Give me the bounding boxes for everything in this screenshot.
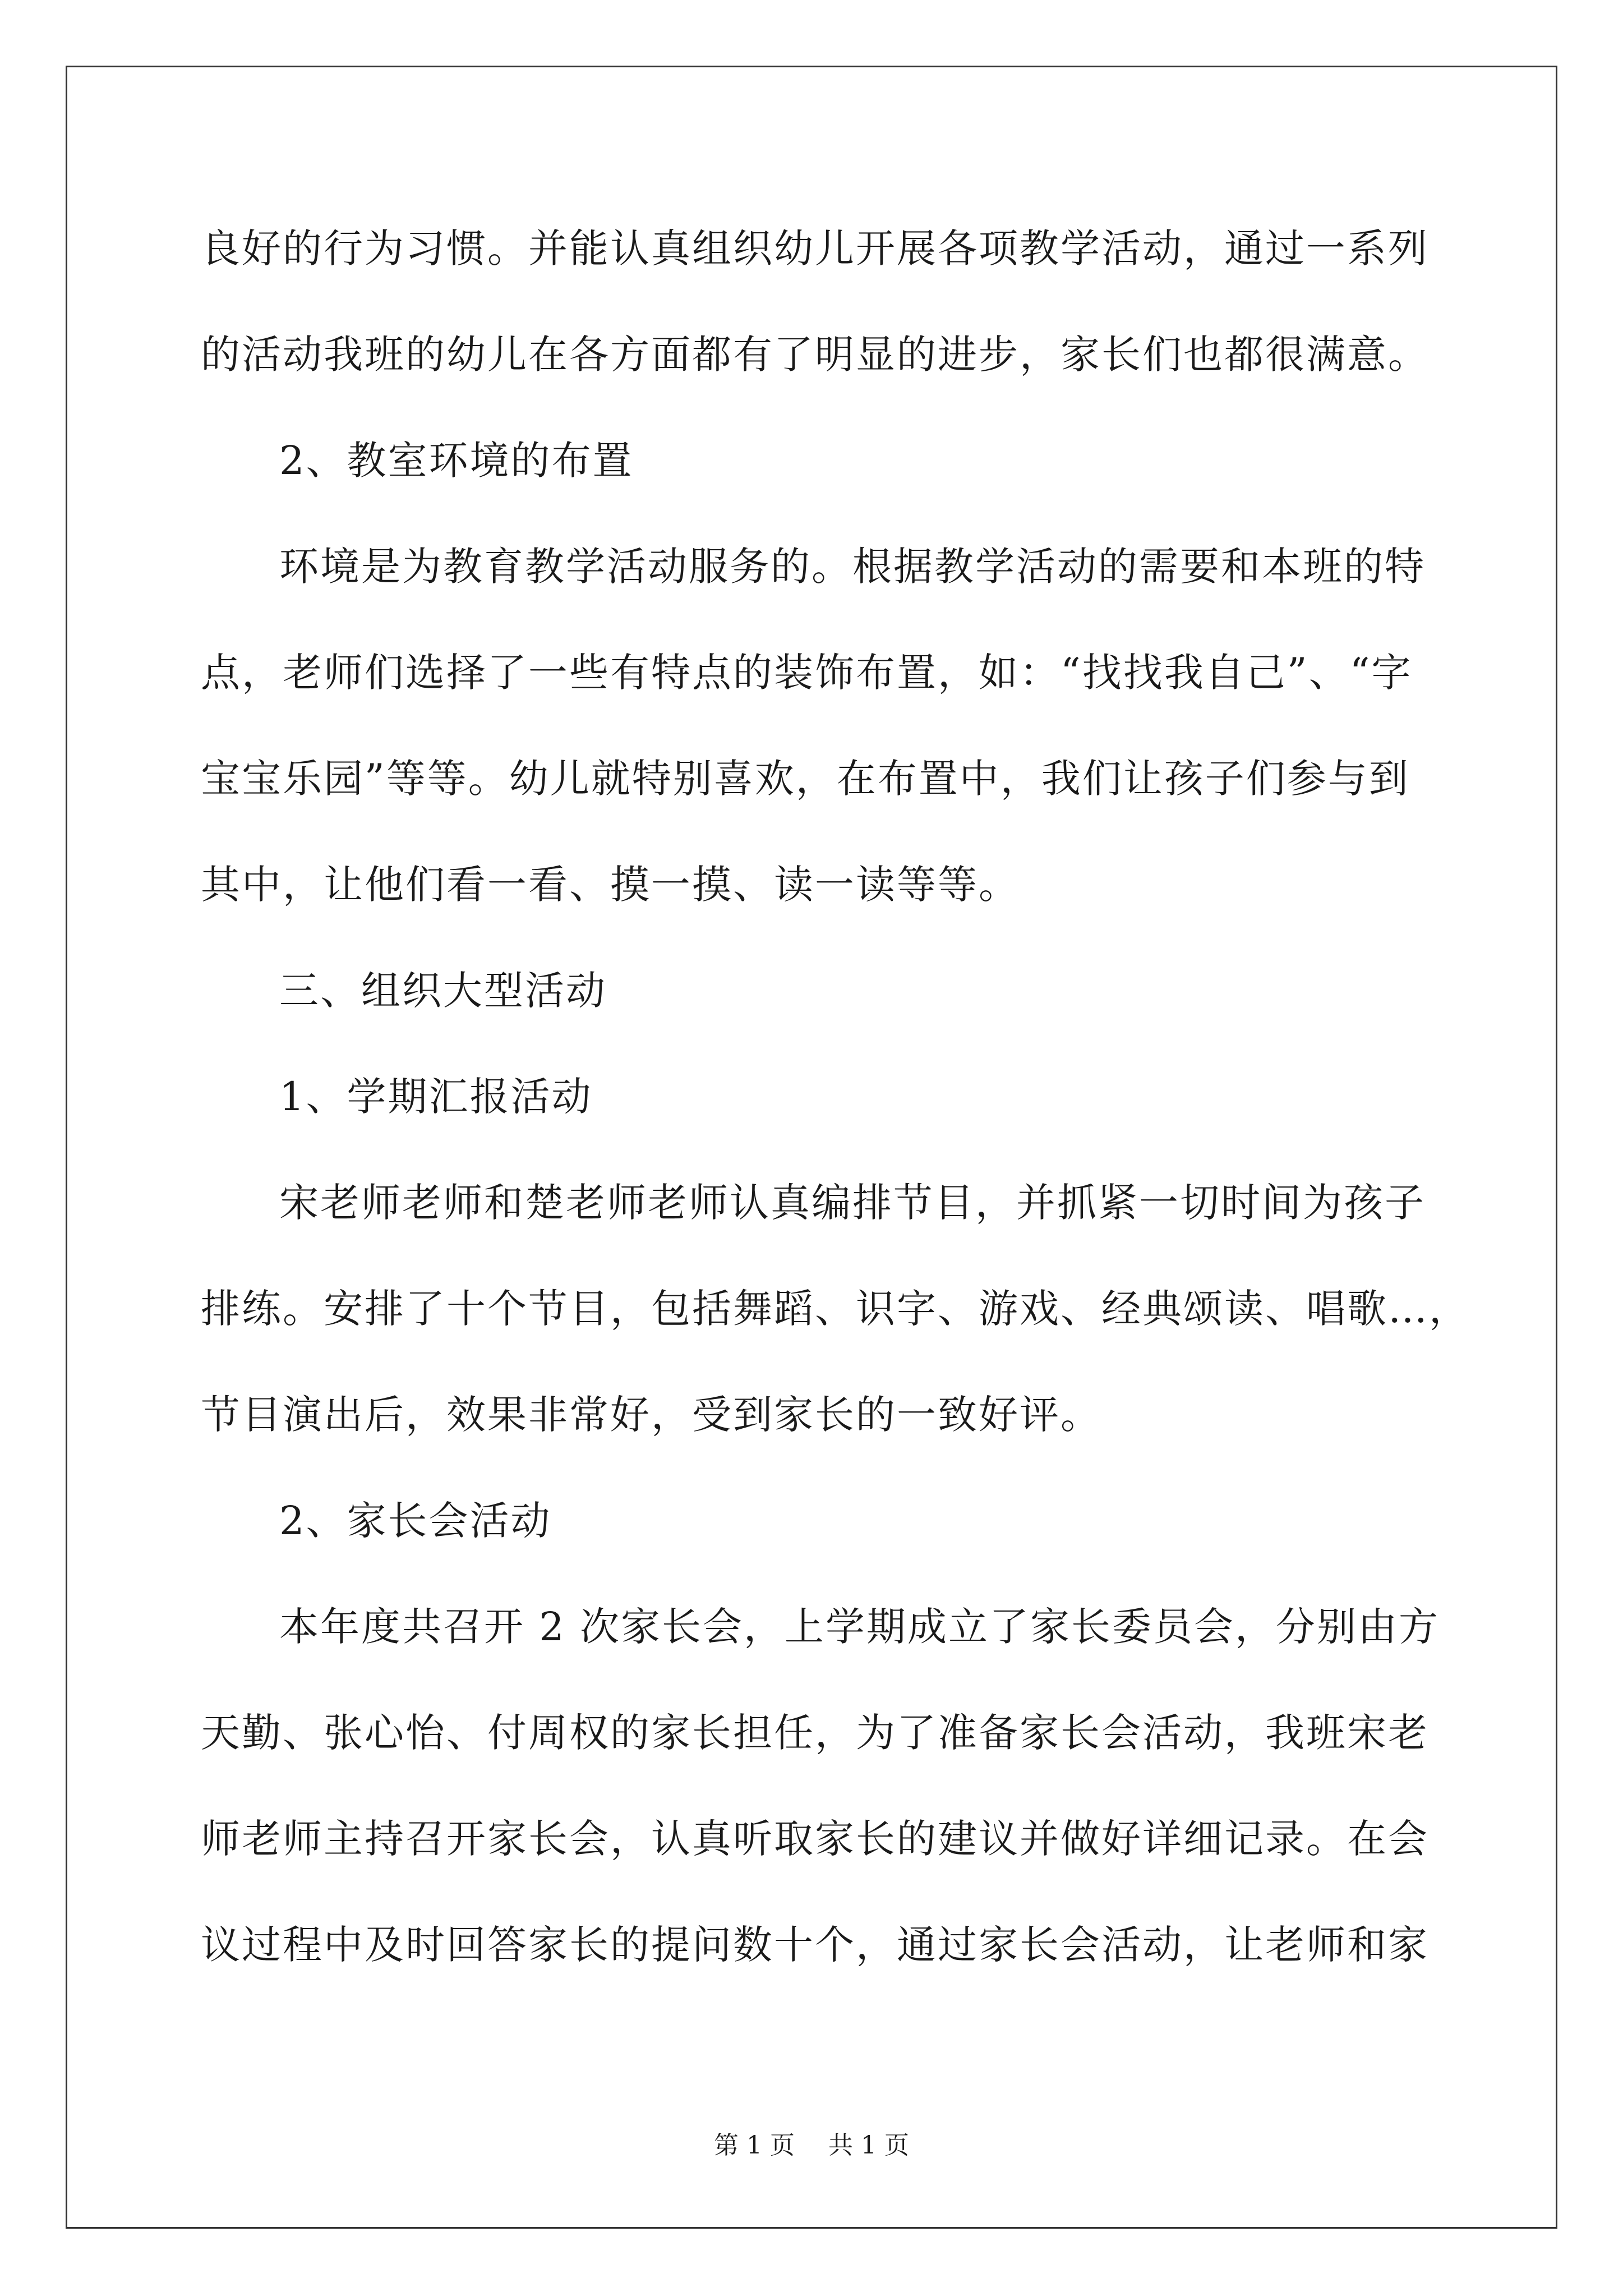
text-line: 天勤、张心怡、付周权的家长担任，为了准备家长会活动，我班宋老 xyxy=(201,1710,1429,1756)
text-line: 点，老师们选择了一些有特点的装饰布置，如：“找找我自己”、“字 xyxy=(201,650,1413,696)
section-heading: 三、组织大型活动 xyxy=(279,968,607,1014)
text-line: 节目演出后，效果非常好，受到家长的一致好评。 xyxy=(201,1392,1101,1438)
document-body xyxy=(201,218,1470,2020)
text-line: 环境是为教育教学活动服务的。根据教学活动的需要和本班的特 xyxy=(279,544,1426,590)
page-number: 第 1 页 xyxy=(714,2131,795,2160)
text-line: 宋老师老师和楚老师老师认真编排节目，并抓紧一切时间为孩子 xyxy=(279,1180,1426,1226)
text-line: 排练。安排了十个节目，包括舞蹈、识字、游戏、经典颂读、唱歌…， xyxy=(201,1286,1470,1332)
text-line: 良好的行为习惯。并能认真组织幼儿开展各项教学活动，通过一系列 xyxy=(201,226,1429,272)
text-line: 其中，让他们看一看、摸一摸、读一读等等。 xyxy=(201,862,1020,908)
text-line: 本年度共召开 2 次家长会，上学期成立了家长委员会，分别由方 xyxy=(279,1604,1440,1650)
section-heading: 2、教室环境的布置 xyxy=(279,438,634,484)
page-footer xyxy=(0,2129,1623,2162)
text-line: 师老师主持召开家长会，认真听取家长的建议并做好详细记录。在会 xyxy=(201,1816,1429,1862)
page-total: 共 1 页 xyxy=(828,2131,909,2160)
section-heading: 1、学期汇报活动 xyxy=(279,1074,593,1120)
text-line: 的活动我班的幼儿在各方面都有了明显的进步，家长们也都很满意。 xyxy=(201,332,1429,378)
text-line: 议过程中及时回答家长的提问数十个，通过家长会活动，让老师和家 xyxy=(201,1922,1429,1968)
section-heading: 2、家长会活动 xyxy=(279,1498,552,1544)
text-line: 宝宝乐园”等等。幼儿就特别喜欢，在布置中，我们让孩子们参与到 xyxy=(201,756,1410,802)
